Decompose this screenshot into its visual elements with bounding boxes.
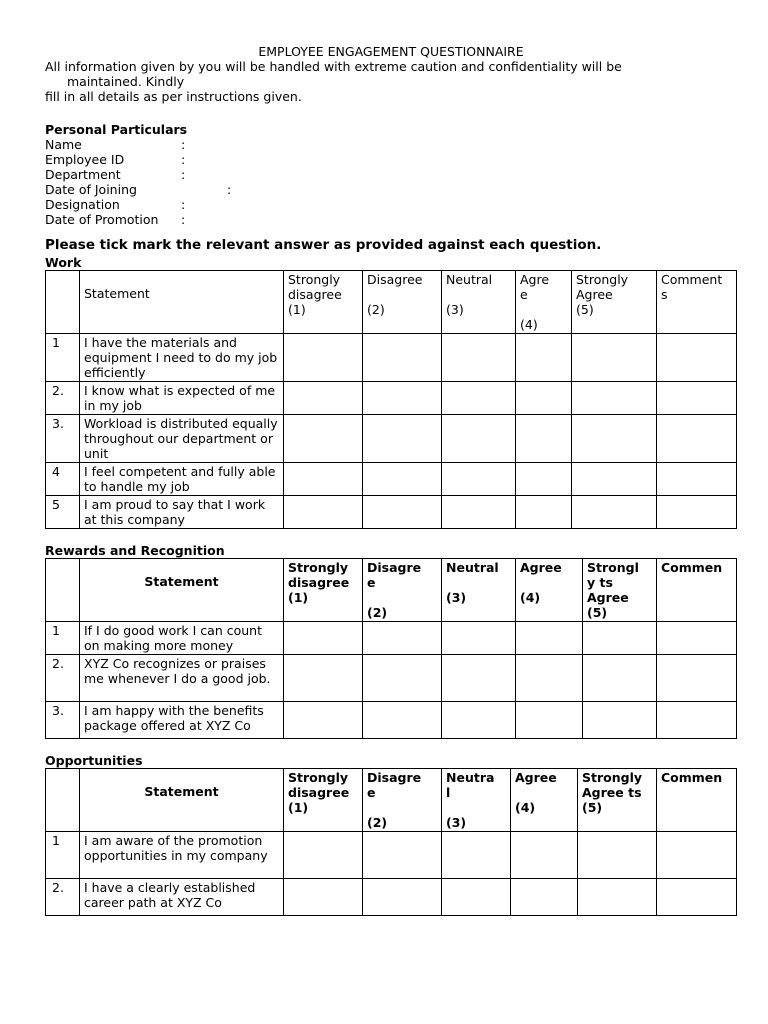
tick-cell-4[interactable] — [516, 415, 572, 463]
tick-cell-1[interactable] — [284, 463, 363, 496]
field-name[interactable] — [45, 137, 737, 152]
header-strongly-agree: Strongly Agree (5) — [572, 271, 657, 334]
row-number: 2. — [46, 879, 80, 916]
row-statement: I know what is expected of me in my job — [80, 382, 284, 415]
field-label: Designation — [45, 197, 120, 212]
tick-cell-2[interactable] — [363, 463, 442, 496]
header-neutral: Neutra l (3) — [442, 769, 511, 832]
header-neutral: Neutral (3) — [442, 559, 516, 622]
table-row — [46, 415, 737, 463]
tick-cell-3[interactable] — [442, 702, 516, 739]
header-strongly-disagree: Strongly disagree (1) — [284, 769, 363, 832]
field-employee-id[interactable] — [45, 152, 737, 167]
comment-cell[interactable] — [657, 702, 737, 739]
intro-line-1: All information given by you will be handled with extreme caution and confidentiality will be — [45, 59, 622, 74]
field-colon: : — [181, 212, 186, 227]
opportunities-header-row — [46, 769, 737, 832]
header-comments: Commen — [657, 769, 737, 832]
rewards-header-row — [46, 559, 737, 622]
field-date-of-promotion[interactable] — [45, 212, 737, 227]
tick-cell-3[interactable] — [442, 496, 516, 529]
tick-cell-1[interactable] — [284, 655, 363, 702]
rewards-table — [45, 558, 737, 739]
header-neutral: Neutral (3) — [442, 271, 516, 334]
tick-cell-1[interactable] — [284, 382, 363, 415]
table-row — [46, 622, 737, 655]
tick-cell-1[interactable] — [284, 415, 363, 463]
tick-cell-3[interactable] — [442, 832, 511, 879]
table-row — [46, 496, 737, 529]
tick-cell-2[interactable] — [363, 622, 442, 655]
header-number — [46, 559, 80, 622]
header-disagree: Disagree (2) — [363, 271, 442, 334]
tick-cell-4[interactable] — [516, 702, 583, 739]
field-label: Employee ID — [45, 152, 125, 167]
tick-cell-3[interactable] — [442, 655, 516, 702]
tick-cell-5[interactable] — [583, 702, 657, 739]
work-table — [45, 270, 737, 529]
table-row — [46, 702, 737, 739]
tick-cell-3[interactable] — [442, 463, 516, 496]
tick-cell-1[interactable] — [284, 702, 363, 739]
tick-cell-5[interactable] — [572, 415, 657, 463]
tick-cell-1[interactable] — [284, 832, 363, 879]
tick-cell-1[interactable] — [284, 622, 363, 655]
tick-cell-1[interactable] — [284, 334, 363, 382]
tick-cell-2[interactable] — [363, 334, 442, 382]
document-title: EMPLOYEE ENGAGEMENT QUESTIONNAIRE — [258, 44, 524, 59]
header-disagree: Disagre e (2) — [363, 559, 442, 622]
table-row — [46, 334, 737, 382]
row-statement: Workload is distributed equally throughout our department or unit — [80, 415, 284, 463]
header-agree: Agree (4) — [511, 769, 578, 832]
tick-cell-5[interactable] — [578, 879, 657, 916]
header-statement: Statement — [80, 769, 284, 832]
tick-cell-4[interactable] — [516, 463, 572, 496]
table-row — [46, 382, 737, 415]
row-statement: I have the materials and equipment I need to do my job efficiently — [80, 334, 284, 382]
header-strongly-agree: Strongl y ts Agree (5) — [583, 559, 657, 622]
row-statement: I have a clearly established career path at XYZ Co — [80, 879, 284, 916]
header-comments: Commen — [657, 559, 737, 622]
header-comments: Comment s — [657, 271, 737, 334]
tick-cell-2[interactable] — [363, 382, 442, 415]
row-statement: XYZ Co recognizes or praises me whenever I do a good job. — [80, 655, 284, 702]
tick-cell-4[interactable] — [516, 622, 583, 655]
field-department[interactable] — [45, 167, 737, 182]
tick-cell-2[interactable] — [363, 496, 442, 529]
tick-cell-5[interactable] — [583, 655, 657, 702]
field-colon: : — [181, 167, 186, 182]
header-strongly-disagree: Strongly disagree (1) — [284, 271, 363, 334]
comment-cell[interactable] — [657, 622, 737, 655]
row-statement: I feel competent and fully able to handle my job — [80, 463, 284, 496]
header-agree: Agre e (4) — [516, 271, 572, 334]
header-disagree: Disagre e (2) — [363, 769, 442, 832]
work-heading: Work — [45, 255, 82, 270]
tick-cell-1[interactable] — [284, 496, 363, 529]
rewards-heading: Rewards and Recognition — [45, 543, 225, 558]
row-number: 1 — [46, 334, 80, 382]
tick-cell-1[interactable] — [284, 879, 363, 916]
row-number: 2. — [46, 382, 80, 415]
tick-cell-4[interactable] — [511, 879, 578, 916]
header-strongly-agree: Strongly Agree ts (5) — [578, 769, 657, 832]
instruction-text: Please tick mark the relevant answer as provided against each question. — [45, 237, 602, 253]
tick-cell-2[interactable] — [363, 832, 442, 879]
row-statement: I am happy with the benefits package offered at XYZ Co — [80, 702, 284, 739]
tick-cell-5[interactable] — [572, 382, 657, 415]
tick-cell-2[interactable] — [363, 879, 442, 916]
intro-line-2: maintained. Kindly — [67, 74, 185, 89]
table-row — [46, 879, 737, 916]
personal-particulars — [45, 122, 737, 227]
intro-paragraph — [45, 59, 737, 104]
questionnaire-page — [45, 44, 737, 916]
comment-cell[interactable] — [657, 463, 737, 496]
tick-cell-2[interactable] — [363, 415, 442, 463]
tick-cell-5[interactable] — [578, 832, 657, 879]
tick-cell-4[interactable] — [516, 334, 572, 382]
tick-cell-2[interactable] — [363, 655, 442, 702]
row-statement: If I do good work I can count on making more money — [80, 622, 284, 655]
row-number: 4 — [46, 463, 80, 496]
tick-cell-3[interactable] — [442, 879, 511, 916]
field-colon: : — [181, 152, 186, 167]
comment-cell[interactable] — [657, 334, 737, 382]
row-number: 5 — [46, 496, 80, 529]
header-number — [46, 769, 80, 832]
field-label: Department — [45, 167, 121, 182]
row-number: 3. — [46, 415, 80, 463]
field-colon: : — [181, 197, 186, 212]
row-number: 1 — [46, 622, 80, 655]
table-row — [46, 832, 737, 879]
field-label: Date of Joining — [45, 182, 137, 197]
tick-cell-4[interactable] — [516, 655, 583, 702]
comment-cell[interactable] — [657, 655, 737, 702]
intro-line-3: fill in all details as per instructions given. — [45, 89, 302, 104]
header-statement: Statement — [80, 559, 284, 622]
header-statement: Statement — [80, 271, 284, 334]
table-row — [46, 463, 737, 496]
row-number: 1 — [46, 832, 80, 879]
tick-cell-5[interactable] — [583, 622, 657, 655]
tick-cell-2[interactable] — [363, 702, 442, 739]
row-number: 3. — [46, 702, 80, 739]
personal-heading: Personal Particulars — [45, 122, 188, 137]
opportunities-table — [45, 768, 737, 916]
tick-cell-5[interactable] — [572, 496, 657, 529]
field-label: Name — [45, 137, 82, 152]
header-number — [46, 271, 80, 334]
opportunities-heading: Opportunities — [45, 753, 143, 768]
field-label: Date of Promotion — [45, 212, 159, 227]
tick-cell-3[interactable] — [442, 334, 516, 382]
table-row — [46, 655, 737, 702]
field-colon: : — [227, 182, 232, 197]
tick-cell-3[interactable] — [442, 622, 516, 655]
comment-cell[interactable] — [657, 415, 737, 463]
comment-cell[interactable] — [657, 879, 737, 916]
tick-cell-3[interactable] — [442, 382, 516, 415]
row-statement: I am aware of the promotion opportunities in my company — [80, 832, 284, 879]
header-strongly-disagree: Strongly disagree (1) — [284, 559, 363, 622]
tick-cell-3[interactable] — [442, 415, 516, 463]
comment-cell[interactable] — [657, 496, 737, 529]
tick-cell-5[interactable] — [572, 334, 657, 382]
header-agree: Agree (4) — [516, 559, 583, 622]
work-header-row — [46, 271, 737, 334]
tick-cell-4[interactable] — [511, 832, 578, 879]
field-date-of-joining[interactable] — [45, 182, 737, 197]
comment-cell[interactable] — [657, 832, 737, 879]
row-statement: I am proud to say that I work at this company — [80, 496, 284, 529]
comment-cell[interactable] — [657, 382, 737, 415]
tick-cell-5[interactable] — [572, 463, 657, 496]
field-designation[interactable] — [45, 197, 737, 212]
tick-cell-4[interactable] — [516, 382, 572, 415]
field-colon: : — [181, 137, 186, 152]
tick-cell-4[interactable] — [516, 496, 572, 529]
row-number: 2. — [46, 655, 80, 702]
